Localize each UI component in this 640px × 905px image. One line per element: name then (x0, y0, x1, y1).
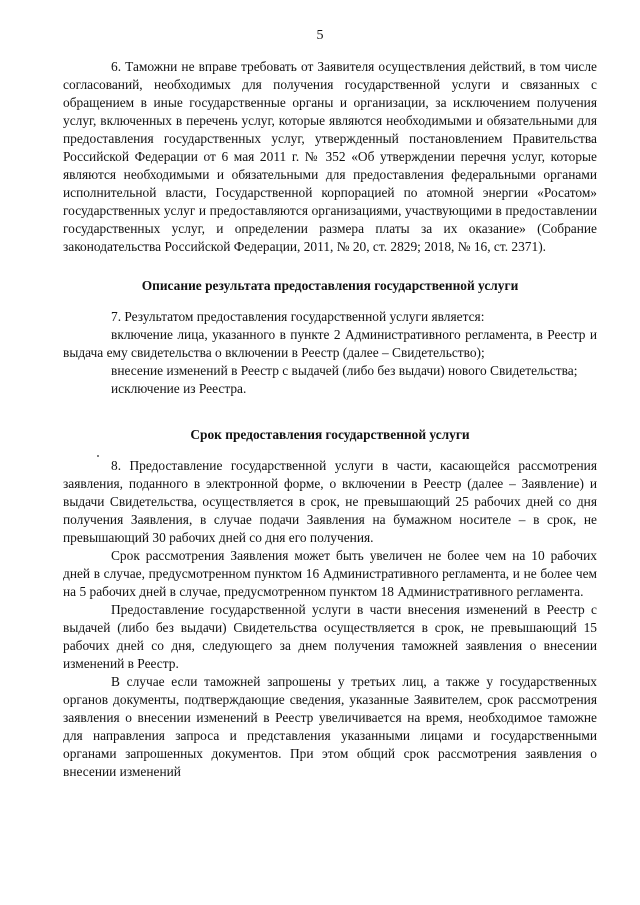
list-item-exclusion: исключение из Реестра. (111, 381, 247, 396)
section-heading-term: Срок предоставления государственной услуги (190, 427, 470, 442)
scan-speck (97, 455, 99, 457)
paragraph-7: 7. Результатом предоставления государственной услуги является: (111, 309, 485, 324)
document-body (63, 58, 597, 781)
paragraph-extension: Срок рассмотрения Заявления может быть увеличен не более чем на 10 рабочих дней в случае, предусмотренном пунктом 16 Административного регламента, и не более чем на 5 рабочих дней в случае, предусмотренном пунктом 18 Административного регламента. (63, 548, 597, 599)
list-item-changes: внесение изменений в Реестр с выдачей (либо без выдачи) нового Свидетельства; (111, 363, 578, 378)
paragraph-third-party: В случае если таможней запрошены у третьих лиц, а также у государственных органов документы, подтверждающие сведения, указанные Заявителем, срок рассмотрения заявления о внесении изменений в Реестр увеличивается на время, необходимое таможне для направления запроса и представления указанными лицами и государственными органами запрошенных документов. При этом общий срок рассмотрения заявления о внесении изменений (63, 674, 597, 779)
paragraph-changes-term: Предоставление государственной услуги в части внесения изменений в Реестр с выдачей (либо без выдачи) Свидетельства осуществляется в срок, не превышающий 15 рабочих дней со дня, следующего за днем получения таможней заявления о внесении изменений в Реестр. (63, 602, 597, 671)
paragraph-8: 8. Предоставление государственной услуги в части, касающейся рассмотрения заявления, поданного в электронной форме, о включении в Реестр (далее – Заявление) и выдачи Свидетельства, осуществляется в срок, не превышающий 25 рабочих дней со дня получения Заявления, в случае подачи Заявления на бумажном носителе – в срок, не превышающий 30 рабочих дней со дня его получения. (63, 458, 597, 545)
page-number: 5 (316, 28, 324, 43)
section-heading-result: Описание результата предоставления государственной услуги (141, 278, 519, 293)
paragraph-6: 6. Таможни не вправе требовать от Заявителя осуществления действий, в том числе согласований, необходимых для получения государственной услуги и связанных с обращением в иные государственные органы и организации, за исключением получения услуг, включенных в перечень услуг, которые являются необходимыми и обязательными для предоставления государственных услуг, утвержденный постановлением Правительства Российской Федерации от 6 мая 2011 г. № 352 «Об утверждении перечня услуг, которые являются необходимыми и обязательными для предоставления федеральными органами исполнительной власти, Государственной корпорацией по атомной энергии «Росатом» государственных услуг и предоставляются организациями, участвующими в предоставлении государственных услуг, и определении размера платы за их оказание» (Собрание законодательства Российской Федерации, 2011, № 20, ст. 2829; 2018, № 16, ст. 2371). (63, 59, 597, 254)
list-item-inclusion: включение лица, указанного в пункте 2 Административного регламента, в Реестр и выдача ему свидетельства о включении в Реестр (далее – Свидетельство); (63, 327, 597, 360)
